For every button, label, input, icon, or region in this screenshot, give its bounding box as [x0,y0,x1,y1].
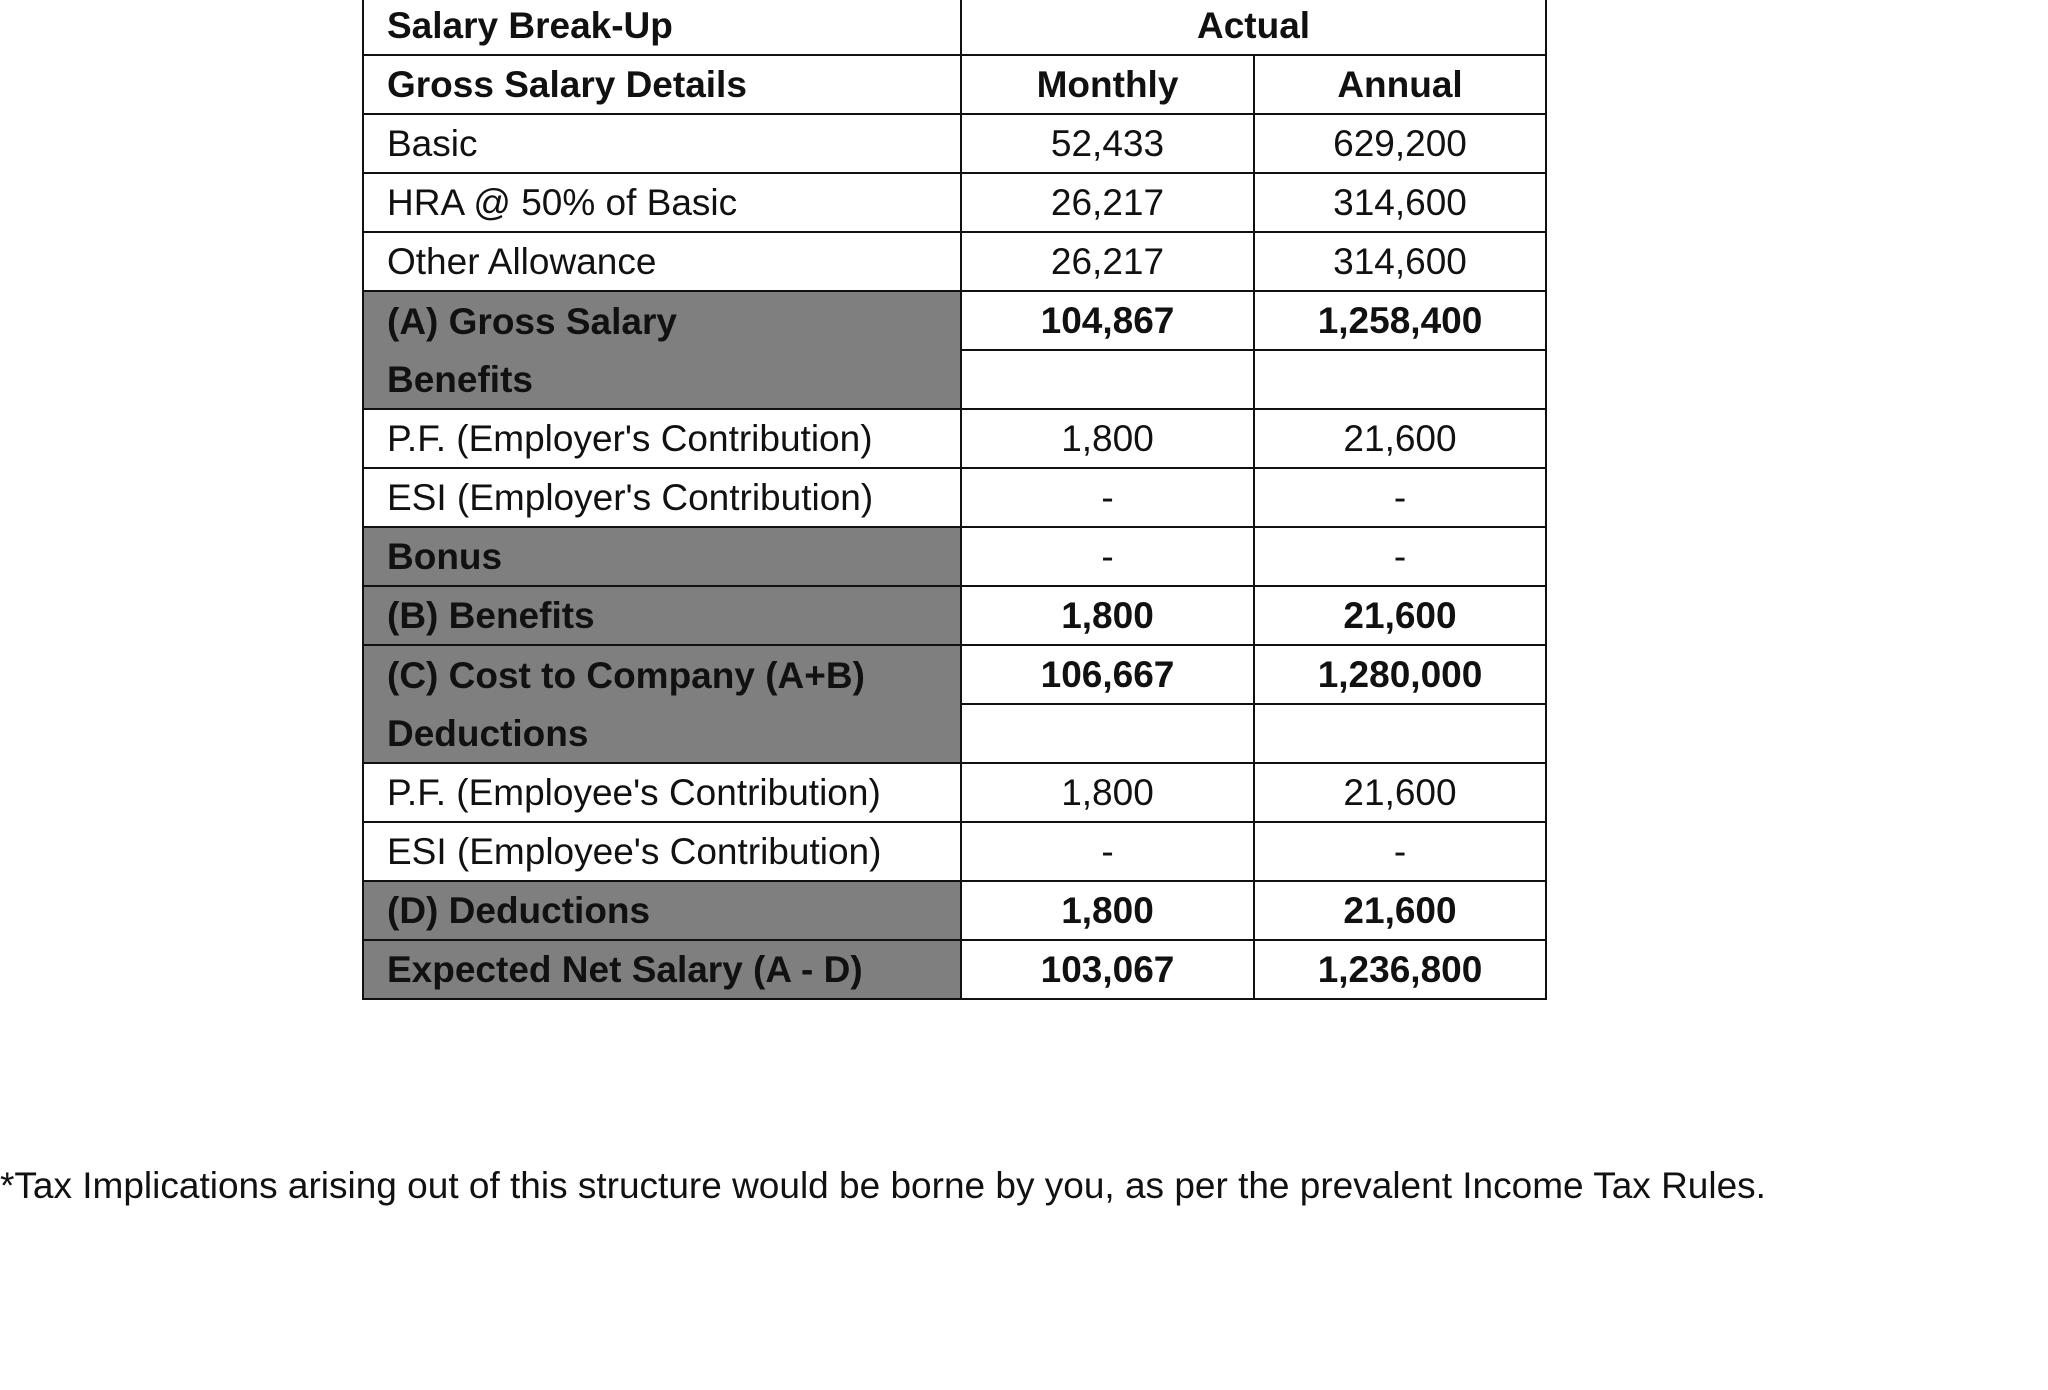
annual-value: 21,600 [1254,409,1546,468]
annual-value: 21,600 [1254,763,1546,822]
row-label-ctc: (C) Cost to Company (A+B) [363,645,961,704]
annual-value: 314,600 [1254,173,1546,232]
monthly-value: 1,800 [961,409,1254,468]
monthly-value: 104,867 [961,291,1254,350]
annual-value: - [1254,468,1546,527]
table-row [363,173,1546,232]
table-row-ctc [363,645,1546,704]
monthly-value: 1,800 [961,763,1254,822]
table-row [363,232,1546,291]
annual-value: 1,280,000 [1254,645,1546,704]
monthly-value: 1,800 [961,881,1254,940]
annual-value: 21,600 [1254,881,1546,940]
annual-value: 1,236,800 [1254,940,1546,999]
monthly-value: 26,217 [961,173,1254,232]
monthly-column-header: Monthly [961,55,1254,114]
row-label-pf-employer: P.F. (Employer's Contribution) [363,409,961,468]
salary-breakup-sheet [362,0,1545,1000]
salary-breakup-table [362,0,1547,1000]
annual-value [1254,704,1546,763]
section-header: Gross Salary Details [363,55,961,114]
row-label-total-benefits: (B) Benefits [363,586,961,645]
monthly-value: - [961,527,1254,586]
monthly-value: 103,067 [961,940,1254,999]
table-row [363,468,1546,527]
table-title: Salary Break-Up [363,0,961,55]
monthly-value [961,350,1254,409]
row-label-deductions-section: Deductions [363,704,961,763]
annual-value: - [1254,822,1546,881]
table-row-total-benefits [363,586,1546,645]
table-row [363,763,1546,822]
table-row-gross-salary [363,291,1546,350]
table-row-bonus [363,527,1546,586]
table-row-benefits-header [363,350,1546,409]
table-row [363,822,1546,881]
tax-footnote: *Tax Implications arising out of this structure would be borne by you, as per the prevalent Income Tax Rules. [0,1165,1766,1206]
row-label-net-salary: Expected Net Salary (A - D) [363,940,961,999]
row-label-total-deductions: (D) Deductions [363,881,961,940]
annual-value: - [1254,527,1546,586]
table-row-deductions-header [363,704,1546,763]
monthly-value: 106,667 [961,645,1254,704]
annual-value: 1,258,400 [1254,291,1546,350]
table-title-row [363,0,1546,55]
row-label-basic: Basic [363,114,961,173]
row-label-pf-employee: P.F. (Employee's Contribution) [363,763,961,822]
row-label-other-allowance: Other Allowance [363,232,961,291]
row-label-gross-salary: (A) Gross Salary [363,291,961,350]
column-header-row [363,55,1546,114]
monthly-value: 26,217 [961,232,1254,291]
monthly-value: - [961,822,1254,881]
monthly-value: - [961,468,1254,527]
monthly-value: 52,433 [961,114,1254,173]
annual-value: 21,600 [1254,586,1546,645]
row-label-benefits-section: Benefits [363,350,961,409]
table-row [363,114,1546,173]
monthly-value: 1,800 [961,586,1254,645]
row-label-esi-employer: ESI (Employer's Contribution) [363,468,961,527]
row-label-esi-employee: ESI (Employee's Contribution) [363,822,961,881]
monthly-value [961,704,1254,763]
annual-column-header: Annual [1254,55,1546,114]
row-label-bonus: Bonus [363,527,961,586]
annual-value: 629,200 [1254,114,1546,173]
annual-value [1254,350,1546,409]
table-row [363,409,1546,468]
table-row-total-deductions [363,881,1546,940]
annual-value: 314,600 [1254,232,1546,291]
table-row-net-salary [363,940,1546,999]
period-header: Actual [961,0,1546,55]
row-label-hra: HRA @ 50% of Basic [363,173,961,232]
